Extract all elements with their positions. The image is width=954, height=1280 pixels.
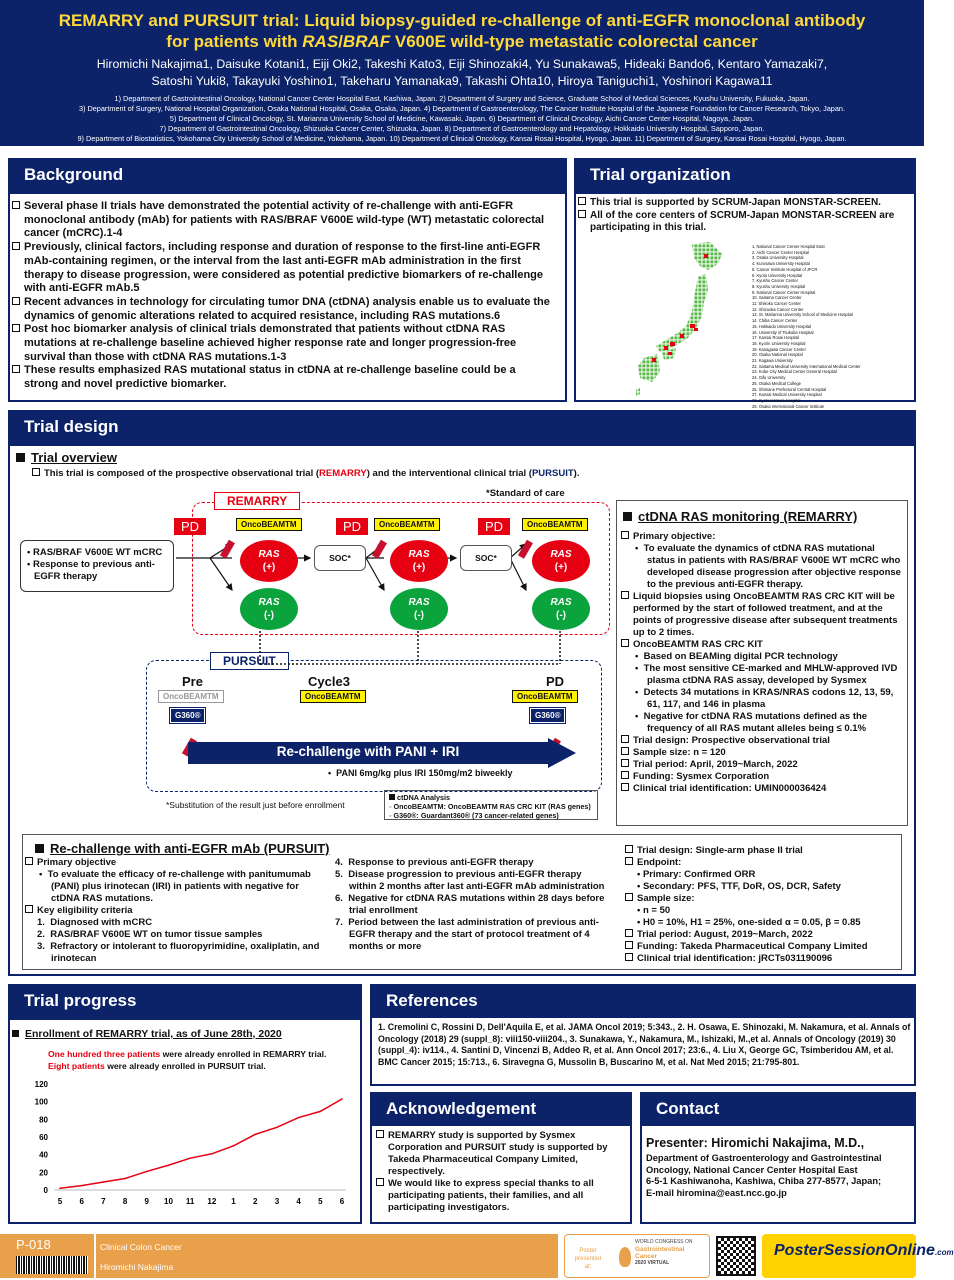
enrollment-point <box>276 1126 278 1128</box>
x-tick-label: 12 <box>207 1197 217 1206</box>
poster-id: P-018 <box>16 1237 51 1252</box>
japan-map <box>630 240 726 408</box>
center-list-item: 11. Shikoku Cancer Center <box>752 301 801 307</box>
x-tick-label: 1 <box>231 1197 236 1206</box>
organization-title: Trial organization <box>576 160 916 194</box>
enrollment-point <box>103 1181 105 1183</box>
x-tick-label: 10 <box>164 1197 173 1206</box>
footer-category-block: Clinical Colon Cancer Hiromichi Nakajima <box>96 1234 558 1278</box>
center-list-item: 2. Aichi Cancer Center Hospital <box>752 249 809 255</box>
presenter-name: Presenter: Hiromichi Nakajima, M.D., <box>646 1136 865 1150</box>
patient-box: • RAS/BRAF V600E WT mCRC • Response to previous anti-EGFR therapy <box>20 540 174 592</box>
ras-positive-2: RAS (+) <box>390 540 448 582</box>
soc-box-1: SOC* <box>314 545 366 571</box>
enrollment-point <box>320 1111 322 1113</box>
ras-negative-1: RAS (-) <box>240 588 298 630</box>
rechallenge-arrow-label: Re-challenge with PANI + IRI <box>276 744 460 759</box>
pd-tag-3: PD <box>478 518 510 535</box>
ras-negative-2: RAS (-) <box>390 588 448 630</box>
x-tick-label: 3 <box>274 1197 280 1206</box>
enrollment-point <box>146 1171 148 1173</box>
x-tick-label: 7 <box>101 1197 106 1206</box>
center-list-item: 7. Kyushu Cancer Center <box>752 278 798 284</box>
center-list-item: 9. National Cancer Center Hospital <box>752 289 816 295</box>
oncobeam-cycle3: OncoBEAMTM <box>300 690 366 703</box>
enrollment-point <box>298 1117 300 1119</box>
pd-tag-2: PD <box>336 518 368 535</box>
y-tick-label: 40 <box>39 1150 48 1160</box>
center-list-item: 20. Osaka National Hospital <box>752 352 803 358</box>
oncobeam-tag-3: OncoBEAMTM <box>522 518 588 531</box>
contact-title: Contact <box>642 1094 916 1126</box>
authors: Hiromichi Nakajima1, Daisuke Kotani1, Eiji Oki2, Takeshi Kato3, Eiji Shinozaki4, Yu Sunakawa5, Hideaki Bando6, Kentaro Yamazaki7, Satoshi Yuki8, Takayuki Yoshino1, Takeharu Yamanaka9, Takashi Ohta10, Hiroya Taniguchi1, Yoshinori Kagawa11 <box>96 57 828 88</box>
center-list <box>752 244 912 409</box>
center-list-item: 3. Osaka University Hospital <box>752 255 804 261</box>
trial-design-title: Trial design <box>10 412 916 446</box>
center-list-item: 23. Kobe City Medical Center General Hospital <box>752 369 837 375</box>
enrollment-point <box>168 1164 170 1166</box>
center-list-item: 17. Kansai Rosai Hospital <box>752 335 799 341</box>
enrollment-point <box>124 1178 126 1180</box>
references-panel <box>370 984 916 1086</box>
soc-box-2: SOC* <box>460 545 512 571</box>
poster-title: REMARRY and PURSUIT trial: Liquid biopsy-guided re-challenge of anti-EGFR monoclonal antibody for patients with RAS/BRAF V600E wild-type metastatic colorectal cancer <box>58 11 866 51</box>
barcode <box>16 1256 88 1274</box>
footer <box>0 1232 954 1280</box>
center-list-item: 26. Shimane Prefectural Central Hospital <box>752 386 827 392</box>
center-list-item: 6. Kyoto University Hospital <box>752 272 803 278</box>
analysis-legend: ctDNA Analysis ◦ OncoBEAMTM: OncoBEAMTM RAS CRC KIT (RAS genes) ◦ G360®: Guardant360® (73 cancer-related genes) <box>384 790 598 820</box>
oncobeam-pre: OncoBEAMTM <box>158 690 224 703</box>
ras-positive-1: RAS (+) <box>240 540 298 582</box>
pre-label: Pre <box>182 674 203 689</box>
g360-pre: G360® <box>170 708 205 723</box>
references-text: 1. Cremolini C, Rossini D, Dell'Aquila E, et al. JAMA Oncol 2019; 5:343., 2. H. Osawa, E. Shinozaki, M. Nakamura, et al. Annals of Oncology (2018) 29 (suppl_8): viii150-viii204., 3. Sunakawa, Y., Nakamura, M., Ishizaki, M.,et al. Annals of Oncology (2019) 30 (suppl_4): iv114., 4. Santini D, Vincenzi B, Addeo R, et al. Ann Oncol 2017; 23:6., 4. Liu X, George GC, Tsimberidou AM, et al. BMC Cancer 2015; 15:713., 6. Siravegna G, Mussolin B, Buscarino M, et al. Nat Med 2015; 21:795-801. <box>378 1022 911 1067</box>
monitoring-box: ctDNA RAS monitoring (REMARRY) Primary objective: • To evaluate the dynamics of ctDNA RAS mutational status in patients with RAS/BRAF V600E WT mCRC who developed disease progression after objective response to the previous anti-EGFR therapy. Liquid biopsies using OncoBEAMTM RAS CRC KIT will be performed by the start of followed treatment, and at the points of progressive disease after subsequent treatments up to 2 times. OncoBEAMTM RAS CRC KIT • Based on BEAMing digital PCR technology • The most sensitive CE-marked and MHLW-approved IVD plasma ctDNA RAS assay, developed by Sysmex • Detects 34 mutations in KRAS/NRAS codons 12, 13, 59, 61, 117, and 146 in plasma • Negative for ctDNA RAS mutations defined as the frequency of all RAS mutant alleles being ≤ 0.1% Trial design: Prospective observational trial Sample size: n = 120 Trial period: April, 2019~March, 2022 Funding: Sysmex Corporation Clinical trial identification: UMIN000036424 <box>616 500 908 826</box>
background-title: Background <box>10 160 567 194</box>
postersessiononline-logo: PosterSessionOnline.com <box>762 1234 916 1278</box>
center-list-item: 15. Hokkaido University Hospital <box>752 323 811 329</box>
flame-icon <box>619 1247 631 1267</box>
qr-code <box>716 1236 756 1276</box>
y-tick-label: 120 <box>34 1080 48 1089</box>
y-tick-label: 100 <box>34 1097 48 1107</box>
center-list-item: 13. St. Marianna University School of Medicine Hospital <box>752 312 853 318</box>
substitution-note: *Substitution of the result just before enrollment <box>166 800 345 810</box>
center-list-item: 28. Kyoto Katsura Hospital <box>752 397 801 403</box>
enrollment-point <box>254 1134 256 1136</box>
x-tick-label: 8 <box>122 1197 128 1206</box>
center-list-item: 22. Saitama Medical University International Medical Center <box>752 363 861 369</box>
enrollment-point <box>211 1153 213 1155</box>
center-list-item: 12. Shizuoka Cancer Center <box>752 306 804 312</box>
oncobeam-tag-1: OncoBEAMTM <box>236 518 302 531</box>
pd-tag-1: PD <box>174 518 206 535</box>
progress-subtitle: Enrollment of REMARRY trial, as of June 28th, 2020 <box>12 1028 282 1040</box>
background-bullets: Several phase II trials have demonstrated the potential activity of re-challenge with anti-EGFR monoclonal antibody (mAb) for patients with RAS/BRAF V600E wild-type (WT) metastatic colorectal cancer (mCRC).1-4 Previously, clinical factors, including response and duration of response to the first-line anti-EGFR mAb-containing regimen, or the interval from the last anti-EGFR mAb administration in the first therapy to disease progression, were considered as potential predictive biomarkers of re-challenge with anti-EGFR mAb.5 Recent advances in technology for circulating tumor DNA (ctDNA) analysis enable us to evaluate the dynamics of genomic alterations related to acquired resistance, including RAS mutations.6 Post hoc biomarker analysis of clinical trials demonstrated that patients without ctDNA RAS mutations at re-challenge baseline achieved higher response rate and longer progression-free survival than those with ctDNA RAS mutations.1-3 These results emphasized RAS mutational status in ctDNA at re-challenge baseline could be a strong and novel predictive biomarker. <box>12 200 552 392</box>
enrollment-series-line <box>60 1099 342 1188</box>
pd-end-label: PD <box>546 674 565 689</box>
rechallenge-box: Re-challenge with anti-EGFR mAb (PURSUIT) Primary objective • To evaluate the efficacy of re-challenge with panitumumab (PANI) plus irinotecan (IRI) in patients with negative for ctDNA RAS mutations. Key eligibility criteria 1. Diagnosed with mCRC 2. RAS/BRAF V600E WT on tumor tissue samples 3. Refractory or intolerant to fluoropyrimidine, oxaliplatin, and irinotecan 4. Response to previous anti-EGFR therapy 5. Disease progression to previous anti-EGFR therapy within 2 months after last anti-EGFR mAb administration 6. Negative for ctDNA RAS mutations within 28 days before trial enrollment 7. Period between the last administration of previous anti-EGFR therapy and the start of protocol treatment of 4 months or more Trial design: Single-arm phase II trial Endpoint: • Primary: Confirmed ORR • Secondary: PFS, TTF, DoR, OS, DCR, Safety Sample size: • n = 50 • H0 = 10%, H1 = 25%, one-sided α = 0.05, β = 0.85 Trial period: August, 2019~March, 2022 Funding: Takeda Pharmaceutical Company Limited Clinical trial identification: jRCTs031190096 <box>22 834 902 970</box>
ras-positive-3: RAS (+) <box>532 540 590 582</box>
x-tick-label: 6 <box>339 1197 345 1206</box>
remarry-label: REMARRY <box>214 492 300 510</box>
contact-email: E-mail hiromina@east.ncc.go.jp <box>646 1187 787 1198</box>
enrollment-point <box>189 1157 191 1159</box>
trial-design-panel: Trial design Trial overview This trial is composed of the prospective observational trial (REMARRY) and the interventional clinical trial (PURSUIT). *Standard of care REMARRY PURSUIT PD OncoBEAMTM PD OncoBEAMTM PD OncoBEAMTM • RAS/BRAF V600E WT mCRC • Response to previous anti-EGFR therapy RAS (+) RAS (-) SOC* RAS (+) RAS (-) SOC* RAS (+) RAS (-) Pre OncoBEAMTM G360® Cycle3 OncoBEAMTM PD OncoBEAMTM G360® Re-challenge with PANI + IRI • PANI 6mg/kg plus IRI 150mg/m2 biweekly *Substitution of the result just before enrollment ctDNA Analysis ◦ OncoBEAMTM: OncoBEAMTM RAS CRC KIT (RAS genes) ◦ G360®: Guardant360® (73 cancer-related genes) ctDNA RAS monitoring (REMARRY) Primary objective: • To evaluate the dynamics of ctDNA RAS mutational status in patients with RAS/BRAF V600E WT mCRC who developed disease progression after objective response to the previous anti-EGFR therapy. Liquid biopsies using OncoBEAMTM RAS CRC KIT will be performed by the start of followed treatment, and at the points of progressive disease after subsequent treatments up to 2 times. OncoBEAMTM RAS CRC KIT • Based on BEAMing digital PCR technology • The most sensitive CE-marked and MHLW-approved IVD plasma ctDNA RAS assay, developed by Sysmex • Detects 34 mutations in KRAS/NRAS codons 12, 13, 59, 61, 117, and 146 in plasma • Negative for ctDNA RAS mutations defined as the frequency of all RAS mutant alleles being ≤ 0.1% Trial design: Prospective observational trial Sample size: n = 120 Trial period: April, 2019~March, 2022 Funding: Sysmex Corporation Clinical trial identification: UMIN000036424 Re-challenge with anti-EGFR mAb (PURSUIT) Primary objective • To evaluate the efficacy of re-challenge with panitumumab (PANI) plus irinotecan (IRI) in patients with negative for ctDNA RAS mutations. Key eligibility criteria 1. Diagnosed with mCRC 2. RAS/BRAF V600E WT on tumor tissue samples 3. Refractory or intolerant to fluoropyrimidine, oxaliplatin, and irinotecan 4. Response to previous anti-EGFR therapy 5. Disease progression to previous anti-EGFR therapy within 2 months after last anti-EGFR mAb administration 6. Negative for ctDNA RAS mutations within 28 days before trial enrollment 7. Period between the last administration of previous anti-EGFR therapy and the start of protocol treatment of 4 months or more Trial design: Single-arm phase II trial Endpoint: • Primary: Confirmed ORR • Secondary: PFS, TTF, DoR, OS, DCR, Safety Sample size: • n = 50 • H0 = 10%, H1 = 25%, one-sided α = 0.05, β = 0.85 Trial period: August, 2019~March, 2022 Funding: Takeda Pharmaceutical Company Limited Clinical trial identification: jRCTs031190096 <box>8 410 916 976</box>
enrollment-point <box>81 1185 83 1187</box>
x-tick-label: 9 <box>144 1197 149 1206</box>
acknowledgement-panel: Acknowledgement REMARRY study is supported by Sysmex Corporation and PURSUIT study is supported by Takeda Pharmaceutical Company Limited, respectively. We would like to express special thanks to all participating patients, their families, and all participating investigators. <box>370 1092 632 1224</box>
center-list-item: 8. Kyushu University Hospital <box>752 283 806 289</box>
footer-id-block <box>0 1234 94 1278</box>
x-tick-label: 6 <box>79 1197 84 1206</box>
y-tick-label: 60 <box>39 1133 48 1142</box>
cycle3-label: Cycle3 <box>308 674 350 689</box>
y-tick-label: 20 <box>39 1168 48 1178</box>
center-list-item: 24. Gifu University <box>752 375 786 381</box>
progress-note: One hundred three patients were already enrolled in REMARRY trial. Eight patients were already enrolled in PURSUIT trial. <box>48 1049 327 1071</box>
acknowledgement-title: Acknowledgement <box>372 1094 632 1126</box>
oncobeam-tag-2: OncoBEAMTM <box>374 518 440 531</box>
affiliations: 1) Department of Gastrointestinal Oncology, National Cancer Center Hospital East, Kashiwa, Japan. 2) Department of Surgery and Science, Graduate School of Medical Sciences, Kyushu University, Fukuoka, Japan. 3) Department of Surgery, National Hospital Organization, Osaka National Hospital, Osaka, Osaka, Japan. 4) Department of Gastroenterology, The Cancer Institute Hospital of the Japanese Foundation for Cancer Research, Tokyo, Japan. 5) Department of Clinical Oncology, St. Marianna University School of Medicine, Kawasaki, Japan. 6) Department of Clinical Oncology, Aichi Cancer Center Hospital, Nagoya, Japan. 7) Department of Gastrointestinal Oncology, Shizuoka Cancer Center, Shizuoka, Japan. 8) Department of Gastroenterology and Hepatology, Hokkaido University Hospital, Sapporo, Japan. 9) Department of Biostatistics, Yokohama City University School of Medicine, Yokohama, Japan. 10) Department of Clinical Oncology, Kansai Rosai Hospital, Hyogo, Japan. 11) Department of Surgery, Kansai Rosai Hospital, Hyogo, Japan. <box>77 94 847 143</box>
x-tick-label: 5 <box>57 1197 63 1206</box>
contact-panel: Contact Presenter: Hiromichi Nakajima, M.D., Department of Gastroenterology and Gastrointestinal Oncology, National Cancer Center Hospital East 6-5-1 Kashiwanoha, Kashiwa, Chiba 277-8577, Japan; E-mail hiromina@east.ncc.go.jp <box>640 1092 916 1224</box>
center-list-item: 29. Osaka International Cancer Institute <box>752 403 825 409</box>
x-tick-label: 11 <box>185 1197 195 1206</box>
x-tick-label: 5 <box>318 1197 323 1206</box>
center-list-item: 1. National Cancer Center Hospital East <box>752 244 825 249</box>
progress-panel <box>8 984 362 1224</box>
center-list-item: 16. University of Tsukuba Hospital <box>752 329 814 335</box>
g360-pd: G360® <box>530 708 565 723</box>
dose-text: • PANI 6mg/kg plus IRI 150mg/m2 biweekly <box>328 768 513 778</box>
center-list-item: 14. Chiba Cancer Center <box>752 318 798 324</box>
enrollment-point <box>341 1098 343 1100</box>
center-list-item: 4. Kurosawa University Hospital <box>752 261 810 267</box>
center-list-item: 19. Kanagawa Cancer Center <box>752 346 806 352</box>
organization-panel: Trial organization This trial is supported by SCRUM-Japan MONSTAR-SCREEN. All of the core centers of SCRUM-Japan MONSTAR-SCREEN are participating in this trial. 1. National Cancer Center Hospital East 2. Aichi Cancer Center Hospital 3. Osaka University Hospital 4. Kurosawa University Hospital 5. Cancer Institute Hospital of JFCR 6. Kyoto University Hospital 7. Kyushu Cancer Center 8. Kyushu University Hospital 9. National Cancer Center Hospital 10. Saitama Cancer Center 11. Shikoku Cancer Center 12. Shizuoka Cancer Center 13. St. Marianna University School of Medicine Hospital 14. Chiba Cancer Center 15. Hokkaido University Hospital 16. University of Tsukuba Hospital 17. Kansai Rosai Hospital 18. Kyorin University Hospital 19. Kanagawa Cancer Center 20. Osaka National Hospital 21. Kagawa University 22. Saitama Medical University International Medical Center 23. Kobe City Medical Center General Hospital 24. Gifu University 25. Osaka Medical College 26. Shimane Prefectural Central Hospital 27. Kansai Medical University Hospital 28. Kyoto Katsura Hospital 29. Osaka International Cancer Institute <box>574 158 916 402</box>
enrollment-point <box>233 1145 235 1147</box>
enrollment-chart <box>12 1064 352 1214</box>
poster-header <box>0 0 924 146</box>
progress-title: Trial progress <box>10 986 362 1020</box>
ras-negative-3: RAS (-) <box>532 588 590 630</box>
center-list-item: 5. Cancer Institute Hospital of JFCR <box>752 266 818 272</box>
standard-of-care-note: *Standard of care <box>486 488 565 499</box>
y-tick-label: 80 <box>39 1115 48 1125</box>
congress-logo: Poster presented at: WORLD CONGRESS ON Gastrointestinal Cancer 2020 VIRTUAL <box>564 1234 710 1278</box>
flow-arrows <box>10 412 610 772</box>
oncobeam-pd: OncoBEAMTM <box>512 690 578 703</box>
pursuit-label: PURSUIT <box>210 652 289 670</box>
center-list-item: 27. Kansai Medical University Hospital <box>752 392 822 398</box>
x-tick-label: 4 <box>296 1197 301 1206</box>
center-list-item: 25. Osaka Medical College <box>752 380 801 386</box>
enrollment-point <box>59 1187 61 1189</box>
center-list-item: 18. Kyorin University Hospital <box>752 340 806 346</box>
x-tick-label: 2 <box>253 1197 258 1206</box>
background-panel <box>8 158 567 402</box>
y-tick-label: 0 <box>43 1186 48 1195</box>
center-list-item: 21. Kagawa University <box>752 358 793 364</box>
center-list-item: 10. Saitama Cancer Center <box>752 295 802 301</box>
references-title: References <box>372 986 916 1018</box>
